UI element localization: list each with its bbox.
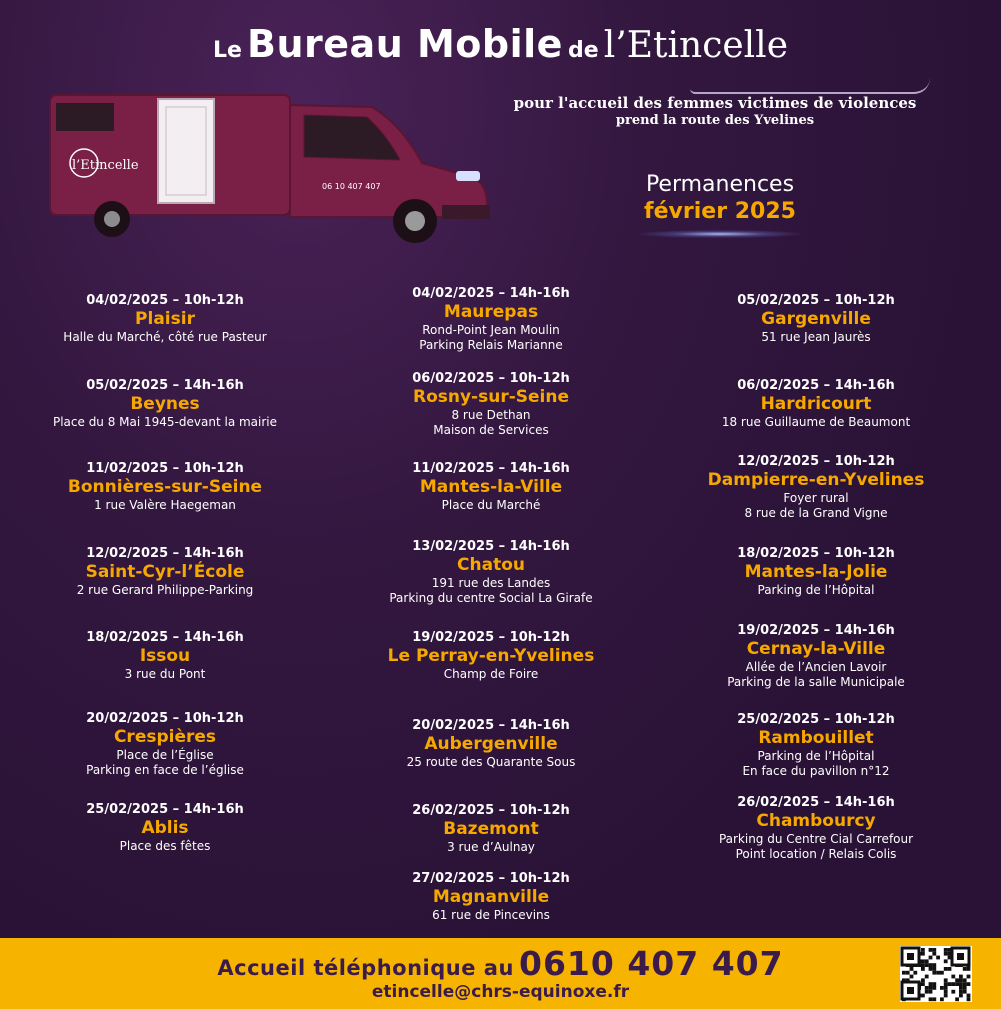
schedule-entry: [651, 711, 981, 779]
subtitle-line-2: prend la route des Yvelines: [615, 113, 815, 128]
entry-address: Parking de l’Hôpital: [757, 583, 875, 597]
truck-illustration-icon: [42, 85, 502, 250]
permanences-heading: [580, 172, 860, 226]
schedule-entry: [326, 370, 656, 438]
entry-address: 191 rue des Landes: [431, 576, 551, 590]
schedule-entry: [0, 377, 330, 430]
subtitle: [430, 94, 1000, 130]
entry-date: 06/02/2025 – 14h-16h: [737, 378, 895, 393]
entry-address: Rond-Point Jean Moulin: [422, 323, 560, 337]
entry-city: Cernay-la-Ville: [746, 639, 886, 659]
entry-city: Gargenville: [761, 309, 871, 329]
entry-address: Maison de Services: [433, 423, 549, 437]
permanences-month: février 2025: [644, 199, 796, 224]
entry-address: Parking de la salle Municipale: [727, 675, 905, 689]
schedule-entry: [0, 801, 330, 854]
schedule-entry: [651, 545, 981, 598]
entry-address: 3 rue d’Aulnay: [447, 840, 535, 854]
entry-date: 05/02/2025 – 10h-12h: [737, 293, 895, 308]
entry-date: 26/02/2025 – 10h-12h: [412, 803, 570, 818]
entry-date: 04/02/2025 – 14h-16h: [412, 286, 570, 301]
entry-address: Place de l’Église: [116, 748, 214, 762]
subtitle-line-1: pour l'accueil des femmes victimes de violences: [513, 94, 917, 112]
entry-city: Plaisir: [135, 309, 195, 329]
entry-address: 18 rue Guillaume de Beaumont: [721, 415, 911, 429]
entry-date: 06/02/2025 – 10h-12h: [412, 371, 570, 386]
schedule-entry: [651, 622, 981, 690]
entry-date: 25/02/2025 – 14h-16h: [86, 802, 244, 817]
entry-address: 8 rue de la Grand Vigne: [744, 506, 888, 520]
entry-address: 8 rue Dethan: [451, 408, 531, 422]
truck-phone: 06 10 407 407: [322, 182, 381, 191]
entry-city: Saint-Cyr-l’École: [85, 562, 245, 582]
entry-address: En face du pavillon n°12: [742, 764, 890, 778]
entry-date: 18/02/2025 – 14h-16h: [86, 630, 244, 645]
entry-city: Magnanville: [432, 887, 550, 907]
entry-city: Crespières: [113, 727, 217, 747]
entry-address: 2 rue Gerard Philippe-Parking: [76, 583, 254, 597]
entry-city: Maurepas: [443, 302, 539, 322]
schedule-entry: [326, 717, 656, 770]
entry-address: Parking de l’Hôpital: [757, 749, 875, 763]
schedule-entry: [0, 460, 330, 513]
entry-date: 26/02/2025 – 14h-16h: [737, 795, 895, 810]
permanences-label: Permanences: [645, 172, 795, 197]
entry-date: 05/02/2025 – 14h-16h: [86, 378, 244, 393]
title-le: Le: [212, 38, 242, 63]
entry-address: 51 rue Jean Jaurès: [761, 330, 871, 344]
phone-label: Accueil téléphonique au: [217, 956, 514, 980]
schedule-entry: [326, 538, 656, 606]
entry-date: 13/02/2025 – 14h-16h: [412, 539, 570, 554]
entry-city: Aubergenville: [424, 734, 558, 754]
entry-city: Bonnières-sur-Seine: [67, 477, 263, 497]
schedule-entry: [0, 292, 330, 345]
schedule-entry: [326, 870, 656, 923]
brand-name: l’Etincelle: [603, 25, 788, 66]
entry-city: Dampierre-en-Yvelines: [707, 470, 925, 490]
entry-address: Allée de l’Ancien Lavoir: [745, 660, 887, 674]
schedule-entry: [651, 453, 981, 521]
schedule-entry: [326, 629, 656, 682]
entry-address: Place des fêtes: [119, 839, 211, 853]
entry-address: Champ de Foire: [443, 667, 539, 681]
entry-address: Place du Marché: [441, 498, 541, 512]
entry-city: Mantes-la-Jolie: [744, 562, 888, 582]
entry-city: Chatou: [457, 555, 525, 575]
entry-address: Parking Relais Marianne: [419, 338, 563, 352]
entry-date: 20/02/2025 – 14h-16h: [412, 718, 570, 733]
entry-date: 04/02/2025 – 10h-12h: [86, 293, 244, 308]
schedule-entry: [326, 460, 656, 513]
email-link[interactable]: etincelle@chrs-equinoxe.fr: [371, 982, 630, 1002]
entry-date: 11/02/2025 – 14h-16h: [412, 461, 570, 476]
page-title: [0, 22, 1001, 82]
entry-date: 12/02/2025 – 14h-16h: [86, 546, 244, 561]
entry-address: Parking en face de l’église: [86, 763, 244, 777]
schedule-entry: [326, 285, 656, 353]
entry-date: 19/02/2025 – 10h-12h: [412, 630, 570, 645]
entry-date: 12/02/2025 – 10h-12h: [737, 454, 895, 469]
entry-address: 3 rue du Pont: [124, 667, 206, 681]
schedule-entry: [0, 710, 330, 778]
entry-date: 19/02/2025 – 14h-16h: [737, 623, 895, 638]
schedule-entry: [651, 377, 981, 430]
entry-date: 18/02/2025 – 10h-12h: [737, 546, 895, 561]
schedule-entry: [0, 545, 330, 598]
entry-city: Beynes: [130, 394, 200, 414]
entry-city: Ablis: [141, 818, 189, 838]
entry-city: Mantes-la-Ville: [419, 477, 563, 497]
light-flare-icon: [640, 230, 800, 238]
entry-address: 25 route des Quarante Sous: [406, 755, 576, 769]
truck-logo: l’Etincelle: [72, 158, 139, 173]
title-main: Bureau Mobile: [247, 22, 563, 66]
entry-address: Point location / Relais Colis: [735, 847, 897, 861]
entry-city: Rosny-sur-Seine: [412, 387, 570, 407]
schedule-entry: [0, 629, 330, 682]
entry-address: Halle du Marché, côté rue Pasteur: [63, 330, 267, 344]
entry-address: Foyer rural: [783, 491, 849, 505]
qr-code-icon[interactable]: [900, 946, 972, 1002]
entry-date: 11/02/2025 – 10h-12h: [86, 461, 244, 476]
entry-city: Bazemont: [443, 819, 539, 839]
entry-city: Issou: [139, 646, 191, 666]
phone-line: [0, 944, 1001, 983]
entry-address: Place du 8 Mai 1945-devant la mairie: [52, 415, 278, 429]
footer-banner: [0, 938, 1001, 1009]
entry-date: 25/02/2025 – 10h-12h: [737, 712, 895, 727]
schedule-entry: [651, 794, 981, 862]
title-de: de: [568, 38, 599, 63]
entry-city: Hardricourt: [760, 394, 872, 414]
entry-address: Parking du centre Social La Girafe: [389, 591, 593, 605]
entry-address: 1 rue Valère Haegeman: [94, 498, 236, 512]
schedule-entry: [326, 802, 656, 855]
phone-number[interactable]: 0610 407 407: [519, 944, 784, 983]
entry-address: Parking du Centre Cial Carrefour: [718, 832, 914, 846]
entry-address: 61 rue de Pincevins: [432, 908, 550, 922]
entry-date: 20/02/2025 – 10h-12h: [86, 711, 244, 726]
entry-city: Chambourcy: [756, 811, 876, 831]
entry-city: Rambouillet: [758, 728, 874, 748]
entry-date: 27/02/2025 – 10h-12h: [412, 871, 570, 886]
brand-swoosh-icon: [690, 78, 930, 94]
entry-city: Le Perray-en-Yvelines: [387, 646, 595, 666]
schedule-entry: [651, 292, 981, 345]
